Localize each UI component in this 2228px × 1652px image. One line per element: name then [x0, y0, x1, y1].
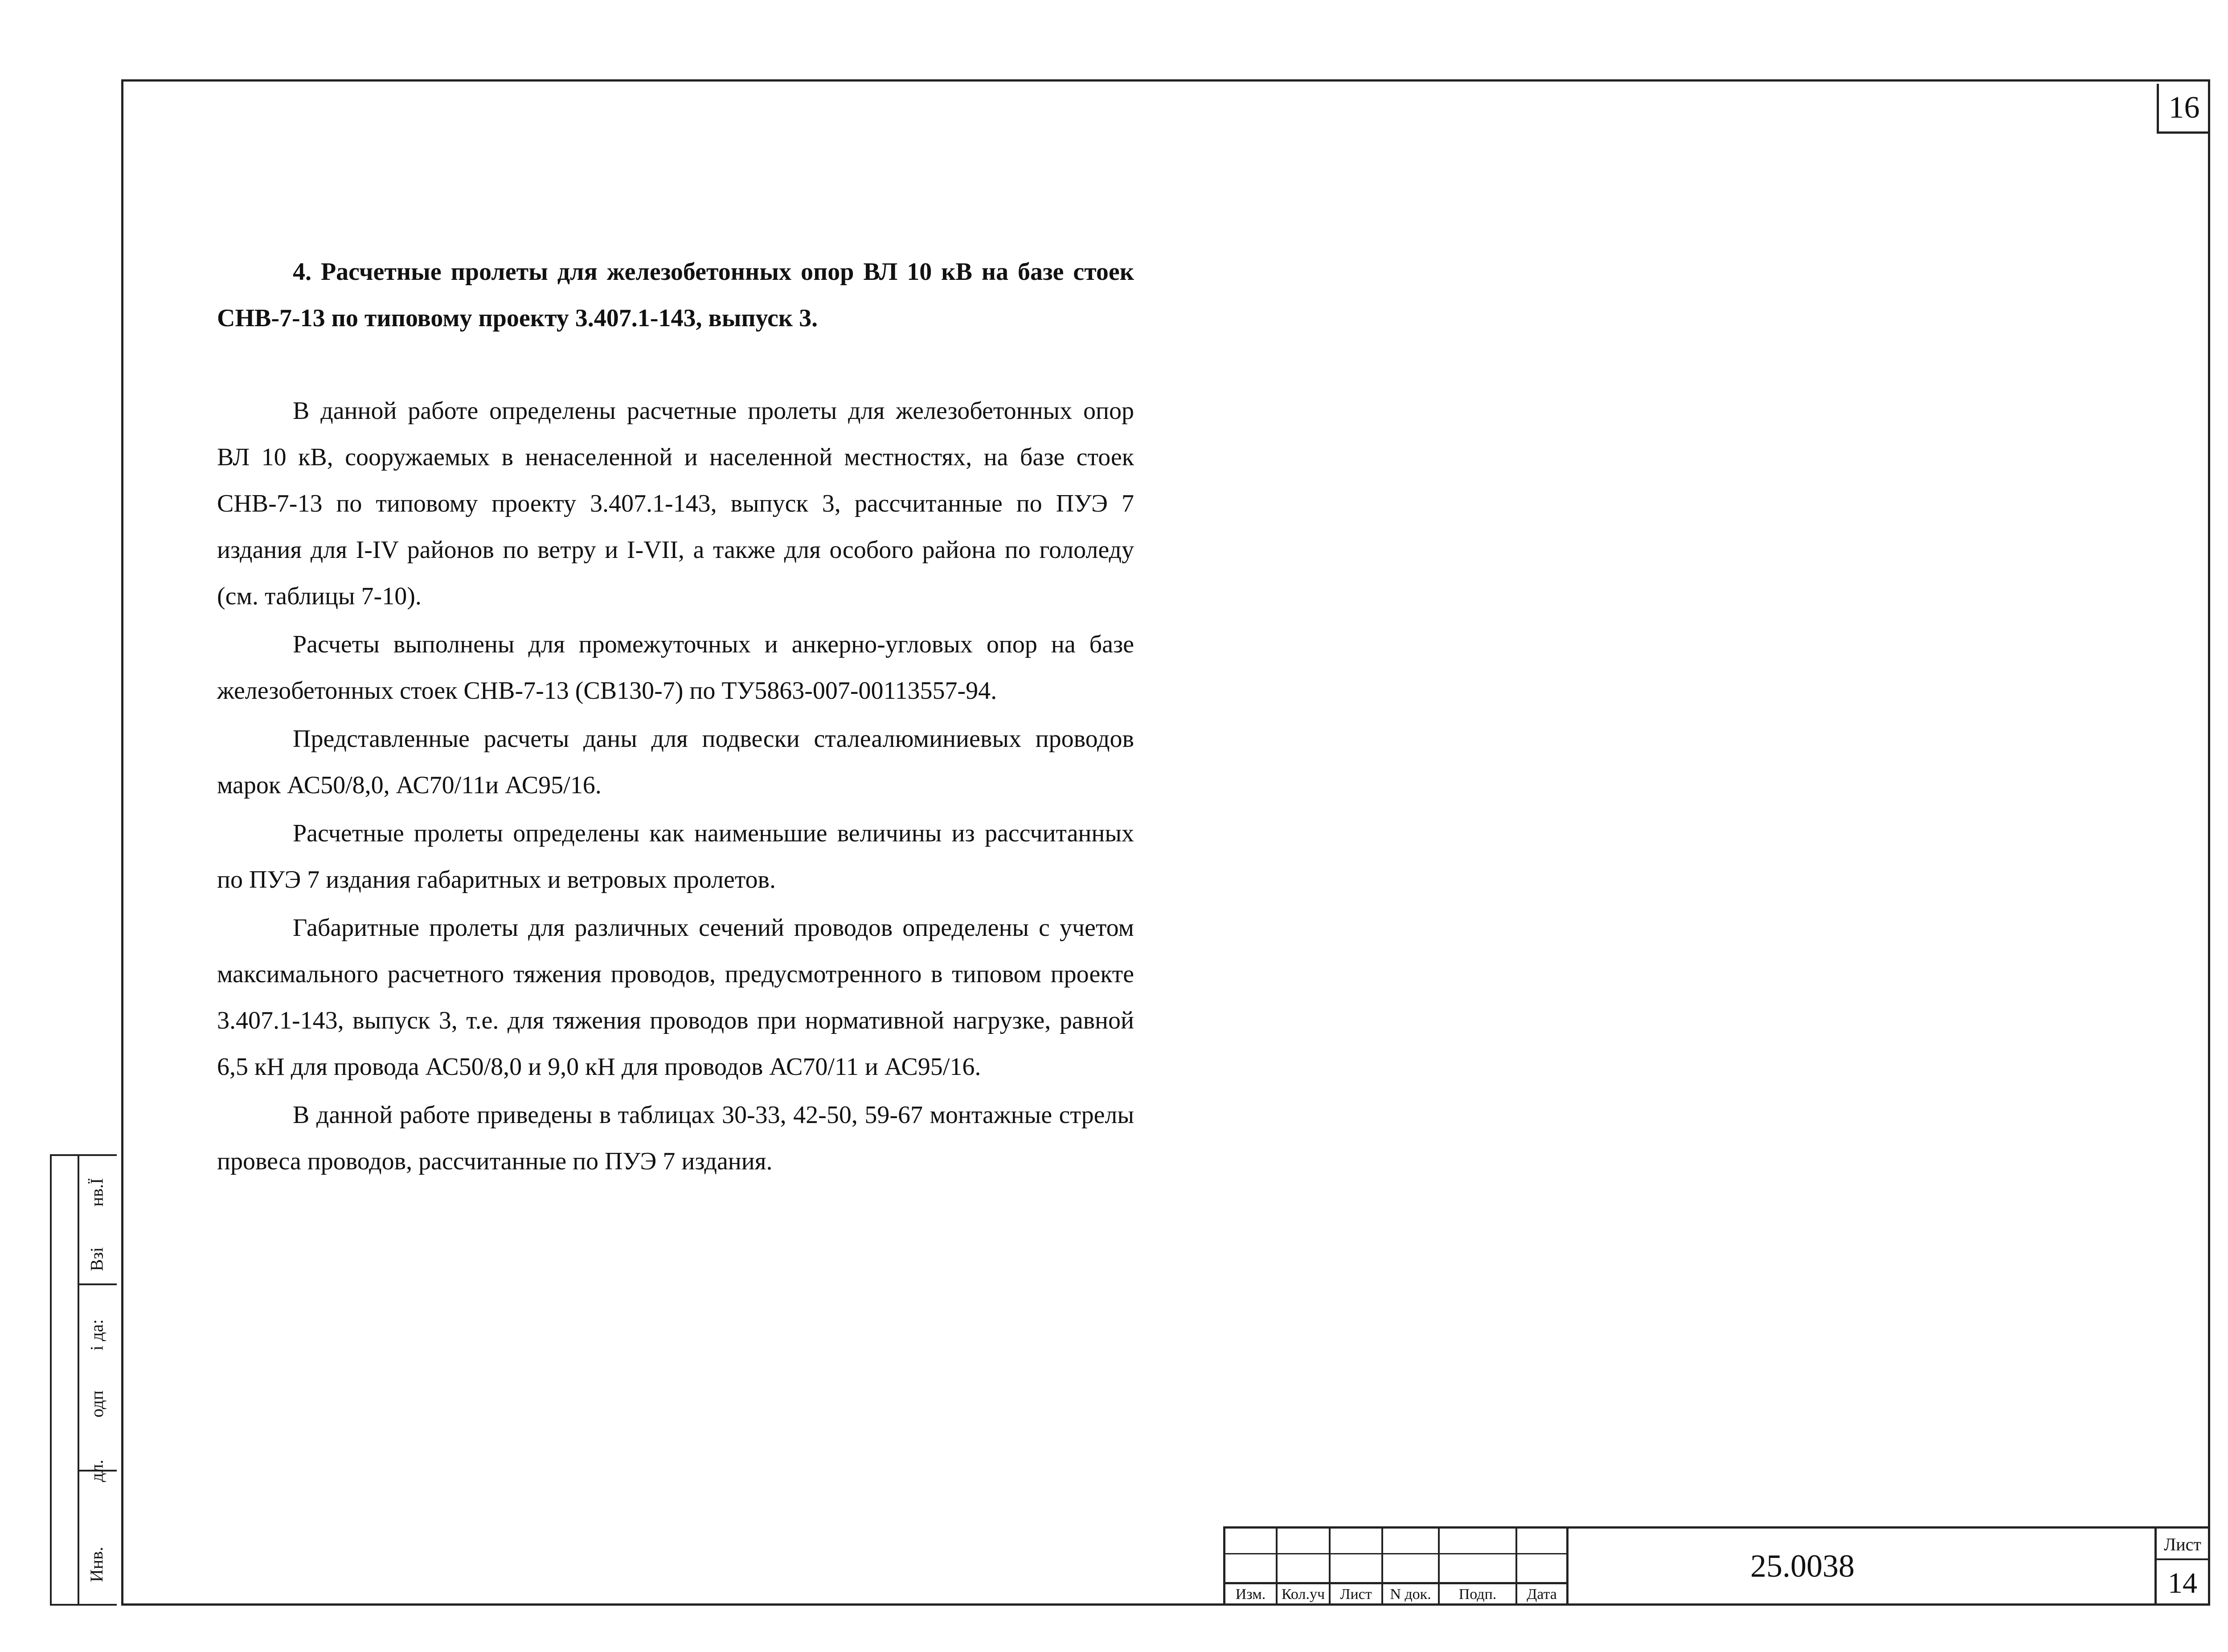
paragraph: В данной работе определены расчетные пролеты для железобетонных опор ВЛ 10 кВ, сооружаемых в ненаселенной и населенной местностях, на базе стоек СНВ-7-13 по типовому проекту 3.407.1-143, выпуск 3, рассчитанные по ПУЭ 7 издания для I-IV районов по ветру и I-VII, а также для особого района по гололеду (см. таблицы 7-10). — [217, 397, 1134, 610]
header-kol-uch: Кол.уч — [1281, 1586, 1325, 1603]
paragraph: Габаритные пролеты для различных сечений проводов определены с учетом максимального расчетного тяжения проводов, предусмотренного в типовом проекте 3.407.1-143, выпуск 3, т.е. для тяжения проводов при нормативной нагрузке, равной 6,5 кН для провода АС50/8,0 и 9,0 кН для проводов АС70/11 и АС95/16. — [217, 914, 1134, 1081]
paragraph: Расчеты выполнены для промежуточных и анкерно-угловых опор на базе железобетонных стоек СНВ-7-13 (СВ130-7) по ТУ5863-007-00113557-94. — [217, 631, 1134, 705]
stamp-vzam: Взі — [86, 1247, 107, 1271]
header-izm: Изм. — [1235, 1586, 1266, 1603]
section-title: 4. Расчетные пролеты для железобетонных опор ВЛ 10 кВ на базе стоек СНВ-7-13 по типовому проекту 3.407.1-143, выпуск 3. — [217, 258, 1134, 332]
paragraph: В данной работе приведены в таблицах 30-33, 42-50, 59-67 монтажные стрелы провеса проводов, рассчитанные по ПУЭ 7 издания. — [217, 1101, 1134, 1175]
paragraph: Расчетные пролеты определены как наименьшие величины из рассчитанных по ПУЭ 7 издания габаритных и ветровых пролетов. — [217, 820, 1134, 894]
stamp-data: і да: — [86, 1319, 107, 1351]
header-data: Дата — [1527, 1586, 1557, 1603]
header-podp: Подп. — [1458, 1586, 1497, 1603]
title-block — [1223, 1526, 2210, 1606]
header-list: Лист — [1340, 1586, 1372, 1603]
stamp-inv-dub: нв.Ї — [86, 1178, 107, 1206]
paragraph: Представленные расчеты даны для подвески сталеалюминиевых проводов марок АС50/8,0, АС70/11и АС95/16. — [217, 725, 1134, 799]
document-number: 25.0038 — [1750, 1548, 1855, 1584]
stamp-sign-date: дл. — [86, 1459, 107, 1482]
side-stamp — [50, 1154, 117, 1606]
body-text — [217, 388, 1134, 1186]
stamp-inv-orig: Инв. — [86, 1546, 107, 1582]
header-n-dok: N док. — [1390, 1586, 1431, 1603]
sheet-label: Лист — [2164, 1534, 2201, 1554]
page-number-top: 16 — [2157, 84, 2209, 134]
sheet-number: 14 — [2168, 1567, 2197, 1599]
stamp-podp: одп — [86, 1390, 107, 1418]
